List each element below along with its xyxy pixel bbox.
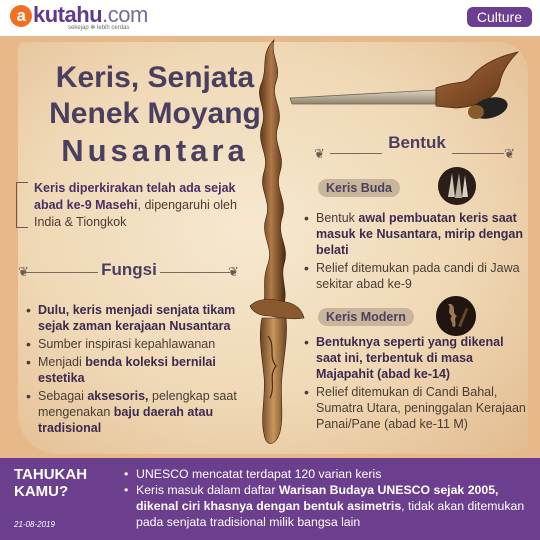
fungsi-item-4-bold2: baju daerah atau tradisional — [38, 405, 214, 435]
keris-modern-label: Keris Modern — [318, 308, 414, 326]
fungsi-item-2: Sumber inspirasi kepahlawanan — [38, 337, 216, 351]
list-item — [24, 354, 246, 386]
list-item — [302, 384, 528, 432]
fungsi-item-4-bold: aksesoris, — [87, 389, 149, 403]
buda-item-2: Relief ditemukan pada candi di Jawa sekitar abad ke-9 — [316, 261, 520, 291]
list-item — [24, 388, 246, 436]
list-item — [24, 336, 246, 352]
keris-buda-image — [438, 167, 476, 205]
fungsi-item-3-pre: Menjadi — [38, 355, 86, 369]
logo-tagline: sekejap ✻ lebih cerdas — [68, 25, 130, 31]
fact-2-pre: Keris masuk dalam daftar — [136, 483, 279, 497]
keris-modern-list — [302, 334, 528, 434]
akutahu-logo[interactable] — [10, 2, 148, 34]
intro-rest: , dipengaruhi oleh India & Tiongkok — [34, 198, 237, 229]
scroll-ornament-icon: ❦ — [314, 146, 325, 161]
modern-item-1-bold: Bentuknya seperti yang dikenal saat ini, terbentuk di masa Majapahit (abad ke-14) — [316, 335, 504, 381]
list-item — [302, 334, 528, 382]
publish-date: 21-08-2019 — [14, 520, 55, 529]
keris-sheath-image — [286, 46, 524, 126]
scroll-ornament-icon: ❦ — [504, 146, 515, 161]
tahukah-line-1: TAHUKAH — [14, 466, 88, 483]
tahukah-line-2: KAMU? — [14, 483, 69, 500]
fungsi-heading: Fungsi — [101, 260, 157, 279]
main-title — [40, 60, 270, 170]
scroll-ornament-icon: ❦ — [18, 264, 29, 279]
tahukah-heading — [14, 466, 87, 500]
intro-bold: Keris diperkirakan telah ada sejak abad ke-9 Masehi — [34, 181, 236, 212]
fungsi-divider-left — [24, 272, 98, 273]
bentuk-divider-right — [452, 153, 504, 154]
category-badge[interactable]: Culture — [467, 7, 532, 27]
list-item — [124, 466, 532, 482]
logo-domain: .com — [102, 2, 148, 27]
logo-a-badge: a — [10, 5, 32, 27]
list-item — [302, 260, 528, 292]
list-item — [24, 302, 246, 334]
list-item — [302, 210, 528, 258]
header — [0, 0, 540, 36]
fact-2-post: , tidak akan ditemukan pada senjata tradisional milik bangsa lain — [136, 499, 525, 529]
buda-item-1-pre: Bentuk — [316, 211, 359, 225]
modern-item-2: Relief ditemukan di Candi Bahal, Sumatra Utara, peninggalan Kerajaan Panai/Pane (abad ke-11 M) — [316, 385, 526, 431]
scroll-ornament-icon: ❦ — [228, 264, 239, 279]
list-item — [124, 482, 532, 530]
fungsi-item-4-post: pelengkap saat mengenakan — [38, 389, 237, 419]
bentuk-heading: Bentuk — [388, 133, 446, 152]
keris-modern-image — [436, 296, 476, 336]
buda-item-1-bold: awal pembuatan keris saat masuk ke Nusantara, mirip dengan belati — [316, 211, 524, 257]
fact-1: UNESCO mencatat terdapat 120 varian keris — [136, 467, 382, 481]
bentuk-divider-left — [330, 153, 382, 154]
intro-text — [14, 180, 252, 231]
fungsi-item-4-pre: Sebagai — [38, 389, 88, 403]
title-line-1: Keris, Senjata — [55, 61, 255, 94]
title-line-3: Nusantara — [61, 133, 249, 168]
fungsi-item-1-bold: Dulu, keris menjadi senjata tikam sejak zaman kerajaan Nusantara — [38, 303, 236, 333]
keris-buda-label: Keris Buda — [318, 179, 400, 197]
fungsi-item-3-bold: benda koleksi bernilai estetika — [38, 355, 216, 385]
fact-list — [124, 466, 532, 530]
intro-bracket — [16, 182, 28, 228]
keris-buda-list — [302, 210, 528, 294]
fungsi-list — [24, 302, 246, 438]
fact-2-bold: Warisan Budaya UNESCO sejak 2005, dikenal ciri khasnya dengan bentuk asimetris — [136, 483, 499, 513]
fungsi-divider-right — [160, 272, 230, 273]
footer-banner — [0, 458, 540, 540]
title-line-2: Nenek Moyang — [49, 97, 261, 130]
logo-name: kutahu — [33, 2, 103, 27]
